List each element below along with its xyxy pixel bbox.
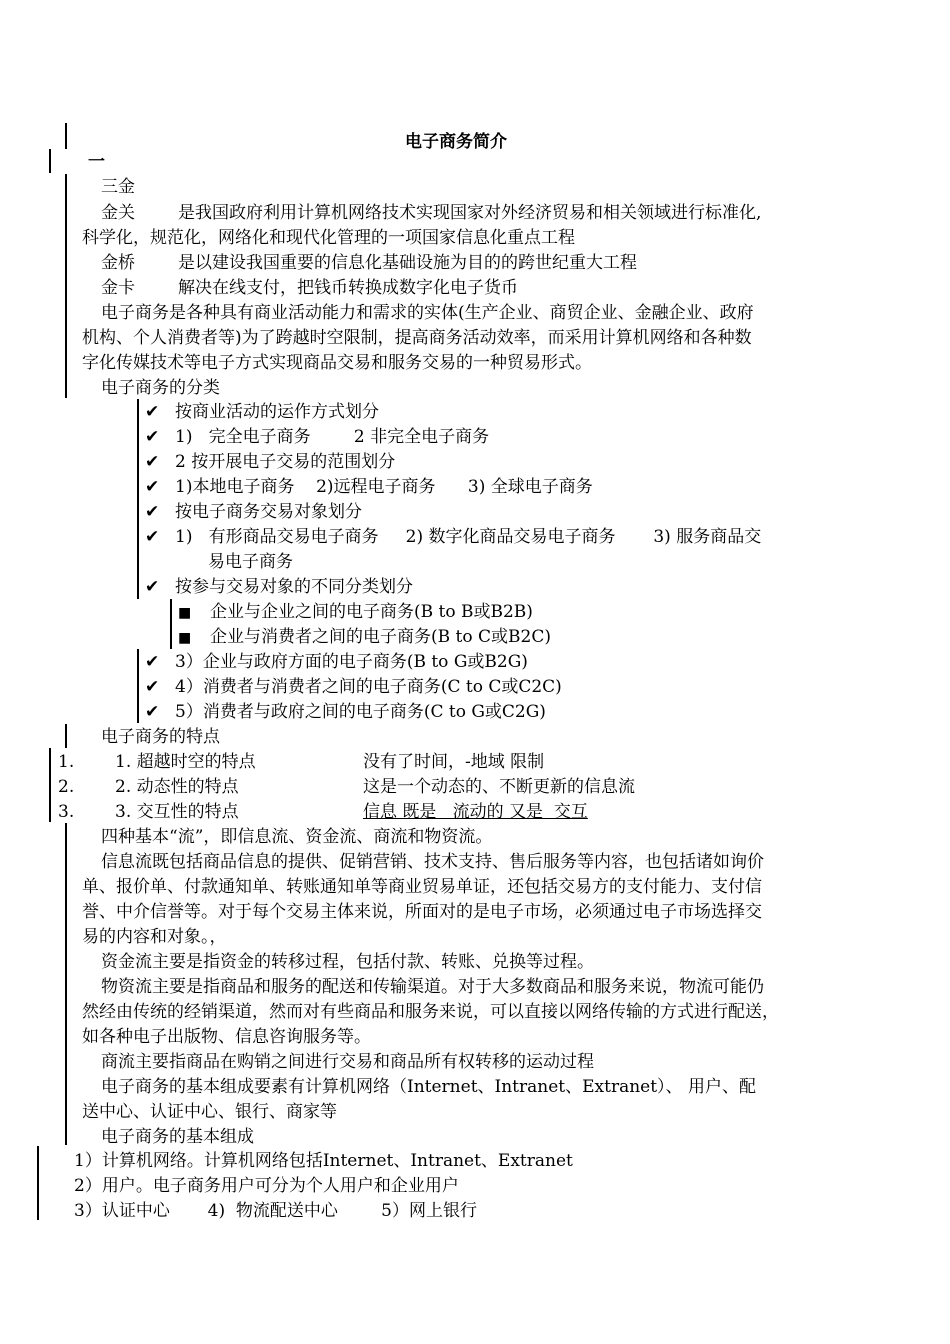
square-item-text: 企业与消费者之间的电子商务(B to C或B2C): [210, 627, 551, 647]
feature-label: 2. 动态性的特点: [115, 777, 239, 797]
feature-number: 2.: [58, 777, 75, 797]
composition-heading: 电子商务的基本组成: [101, 1127, 254, 1147]
revision-bar: [65, 174, 67, 398]
check-icon: ✔: [145, 702, 160, 722]
feature-label: 3. 交互性的特点: [115, 802, 239, 822]
check-icon: ✔: [145, 652, 160, 672]
jinguan-label: 金关: [101, 203, 135, 223]
revision-bar: [49, 149, 51, 173]
jinguan-text: 是我国政府利用计算机网络技术实现国家对外经济贸易和相关领域进行标准化,: [178, 203, 762, 223]
square-bullet-icon: ■: [178, 630, 192, 646]
check-item: [145, 575, 413, 599]
heading-one: 一: [88, 152, 105, 172]
revision-bar: [65, 724, 67, 748]
material-flow-line: 如各种电子出版物、信息咨询服务等。: [82, 1027, 371, 1047]
check-item-wrap: 易电子商务: [208, 552, 293, 572]
check-item: [145, 400, 379, 424]
revision-bar: [170, 599, 172, 649]
check-icon: ✔: [145, 577, 160, 597]
info-flow-line: 易的内容和对象。，: [82, 927, 227, 947]
page-title: 电子商务简介: [405, 132, 507, 152]
jinka-label: 金卡: [101, 278, 135, 298]
check-item: [145, 425, 489, 449]
feature-desc: 这是一个动态的、不断更新的信息流: [363, 777, 635, 797]
check-icon: ✔: [145, 452, 160, 472]
check-item: [145, 500, 362, 524]
commerce-flow: 商流主要指商品在购销之间进行交易和商品所有权转移的运动过程: [101, 1052, 594, 1072]
check-item: [145, 650, 528, 674]
composition-item: 3）认证中心 4) 物流配送中心 5）网上银行: [74, 1201, 477, 1221]
check-item-text: 按参与交易对象的不同分类划分: [175, 577, 413, 597]
elements-line: 送中心、认证中心、银行、商家等: [82, 1102, 337, 1122]
check-item-text: 4）消费者与消费者之间的电子商务(C to C或C2C): [175, 677, 562, 697]
definition-line: 电子商务是各种具有商业活动能力和需求的实体(生产企业、商贸企业、金融企业、政府: [101, 303, 754, 323]
check-icon: ✔: [145, 402, 160, 422]
check-item: [145, 675, 562, 699]
jinqiao-label: 金桥: [101, 253, 135, 273]
check-item-text: 1) 完全电子商务 2 非完全电子商务: [175, 427, 490, 447]
check-item-text: 按电子商务交易对象划分: [175, 502, 362, 522]
check-icon: ✔: [145, 427, 160, 447]
definition-line: 字化传媒技术等电子方式实现商品交易和服务交易的一种贸易形式。: [82, 353, 592, 373]
check-item-text: 按商业活动的运作方式划分: [175, 402, 379, 422]
jinqiao-text: 是以建设我国重要的信息化基础设施为目的的跨世纪重大工程: [178, 253, 637, 273]
info-flow-line: 誉、中介信誉等。对于每个交易主体来说，所面对的是电子市场，必须通过电子市场选择交: [82, 902, 762, 922]
check-icon: ✔: [145, 527, 160, 547]
sanjin-heading: 三金: [101, 177, 135, 197]
revision-bar: [49, 748, 51, 822]
square-item: [178, 600, 533, 624]
check-icon: ✔: [145, 477, 160, 497]
composition-item: 2）用户。电子商务用户可分为个人用户和企业用户: [74, 1176, 459, 1196]
revision-bar: [137, 649, 139, 723]
info-flow-line: 信息流既包括商品信息的提供、促销营销、技术支持、售后服务等内容，也包括诸如询价: [101, 852, 764, 872]
square-item-text: 企业与企业之间的电子商务(B to B或B2B): [210, 602, 533, 622]
feature-desc: 没有了时间，-地域 限制: [363, 752, 545, 772]
revision-bar: [137, 399, 139, 599]
check-icon: ✔: [145, 502, 160, 522]
square-item: [178, 625, 551, 649]
feature-desc: 信息 既是 流动的 又是 交互: [363, 802, 588, 822]
revision-bar: [65, 823, 67, 1145]
flows-intro: 四种基本“流”，即信息流、资金流、商流和物资流。: [101, 827, 493, 847]
feature-number: 1.: [58, 752, 75, 772]
check-icon: ✔: [145, 677, 160, 697]
jinguan-text-cont: 科学化，规范化，网络化和现代化管理的一项国家信息化重点工程: [82, 228, 575, 248]
elements-line: 电子商务的基本组成要素有计算机网络（Internet、Intranet、Extranet）、 用户、配: [101, 1077, 756, 1097]
composition-item: 1）计算机网络。计算机网络包括Internet、Intranet、Extranet: [74, 1151, 573, 1171]
square-bullet-icon: ■: [178, 605, 192, 621]
info-flow-line: 单、报价单、付款通知单、转账通知单等商业贸易单证，还包括交易方的支付能力、支付信: [82, 877, 762, 897]
material-flow-line: 物资流主要是指商品和服务的配送和传输渠道。对于大多数商品和服务来说，物流可能仍: [101, 977, 764, 997]
check-item-text: 1)本地电子商务 2)远程电子商务 3) 全球电子商务: [175, 477, 593, 497]
classification-heading: 电子商务的分类: [101, 378, 220, 398]
jinka-text: 解决在线支付，把钱币转换成数字化电子货币: [178, 278, 518, 298]
capital-flow: 资金流主要是指资金的转移过程，包括付款、转账、兑换等过程。: [101, 952, 594, 972]
check-item-text: 2 按开展电子交易的范围划分: [175, 452, 396, 472]
check-item: [145, 700, 546, 724]
features-heading: 电子商务的特点: [101, 727, 220, 747]
check-item-text: 5）消费者与政府之间的电子商务(C to G或C2G): [175, 702, 546, 722]
feature-label: 1. 超越时空的特点: [115, 752, 256, 772]
check-item: [145, 450, 395, 474]
revision-bar: [65, 123, 67, 149]
check-item: [145, 475, 593, 499]
check-item-text: 1) 有形商品交易电子商务 2) 数字化商品交易电子商务 3) 服务商品交: [175, 527, 762, 547]
revision-bar: [37, 1146, 39, 1220]
check-item: [145, 525, 761, 549]
check-item-text: 3）企业与政府方面的电子商务(B to G或B2G): [175, 652, 528, 672]
material-flow-line: 然经由传统的经销渠道，然而对有些商品和服务来说，可以直接以网络传输的方式进行配送，: [82, 1002, 779, 1022]
definition-line: 机构、个人消费者等)为了跨越时空限制，提高商务活动效率，而采用计算机网络和各种数: [82, 328, 752, 348]
feature-number: 3.: [58, 802, 75, 822]
